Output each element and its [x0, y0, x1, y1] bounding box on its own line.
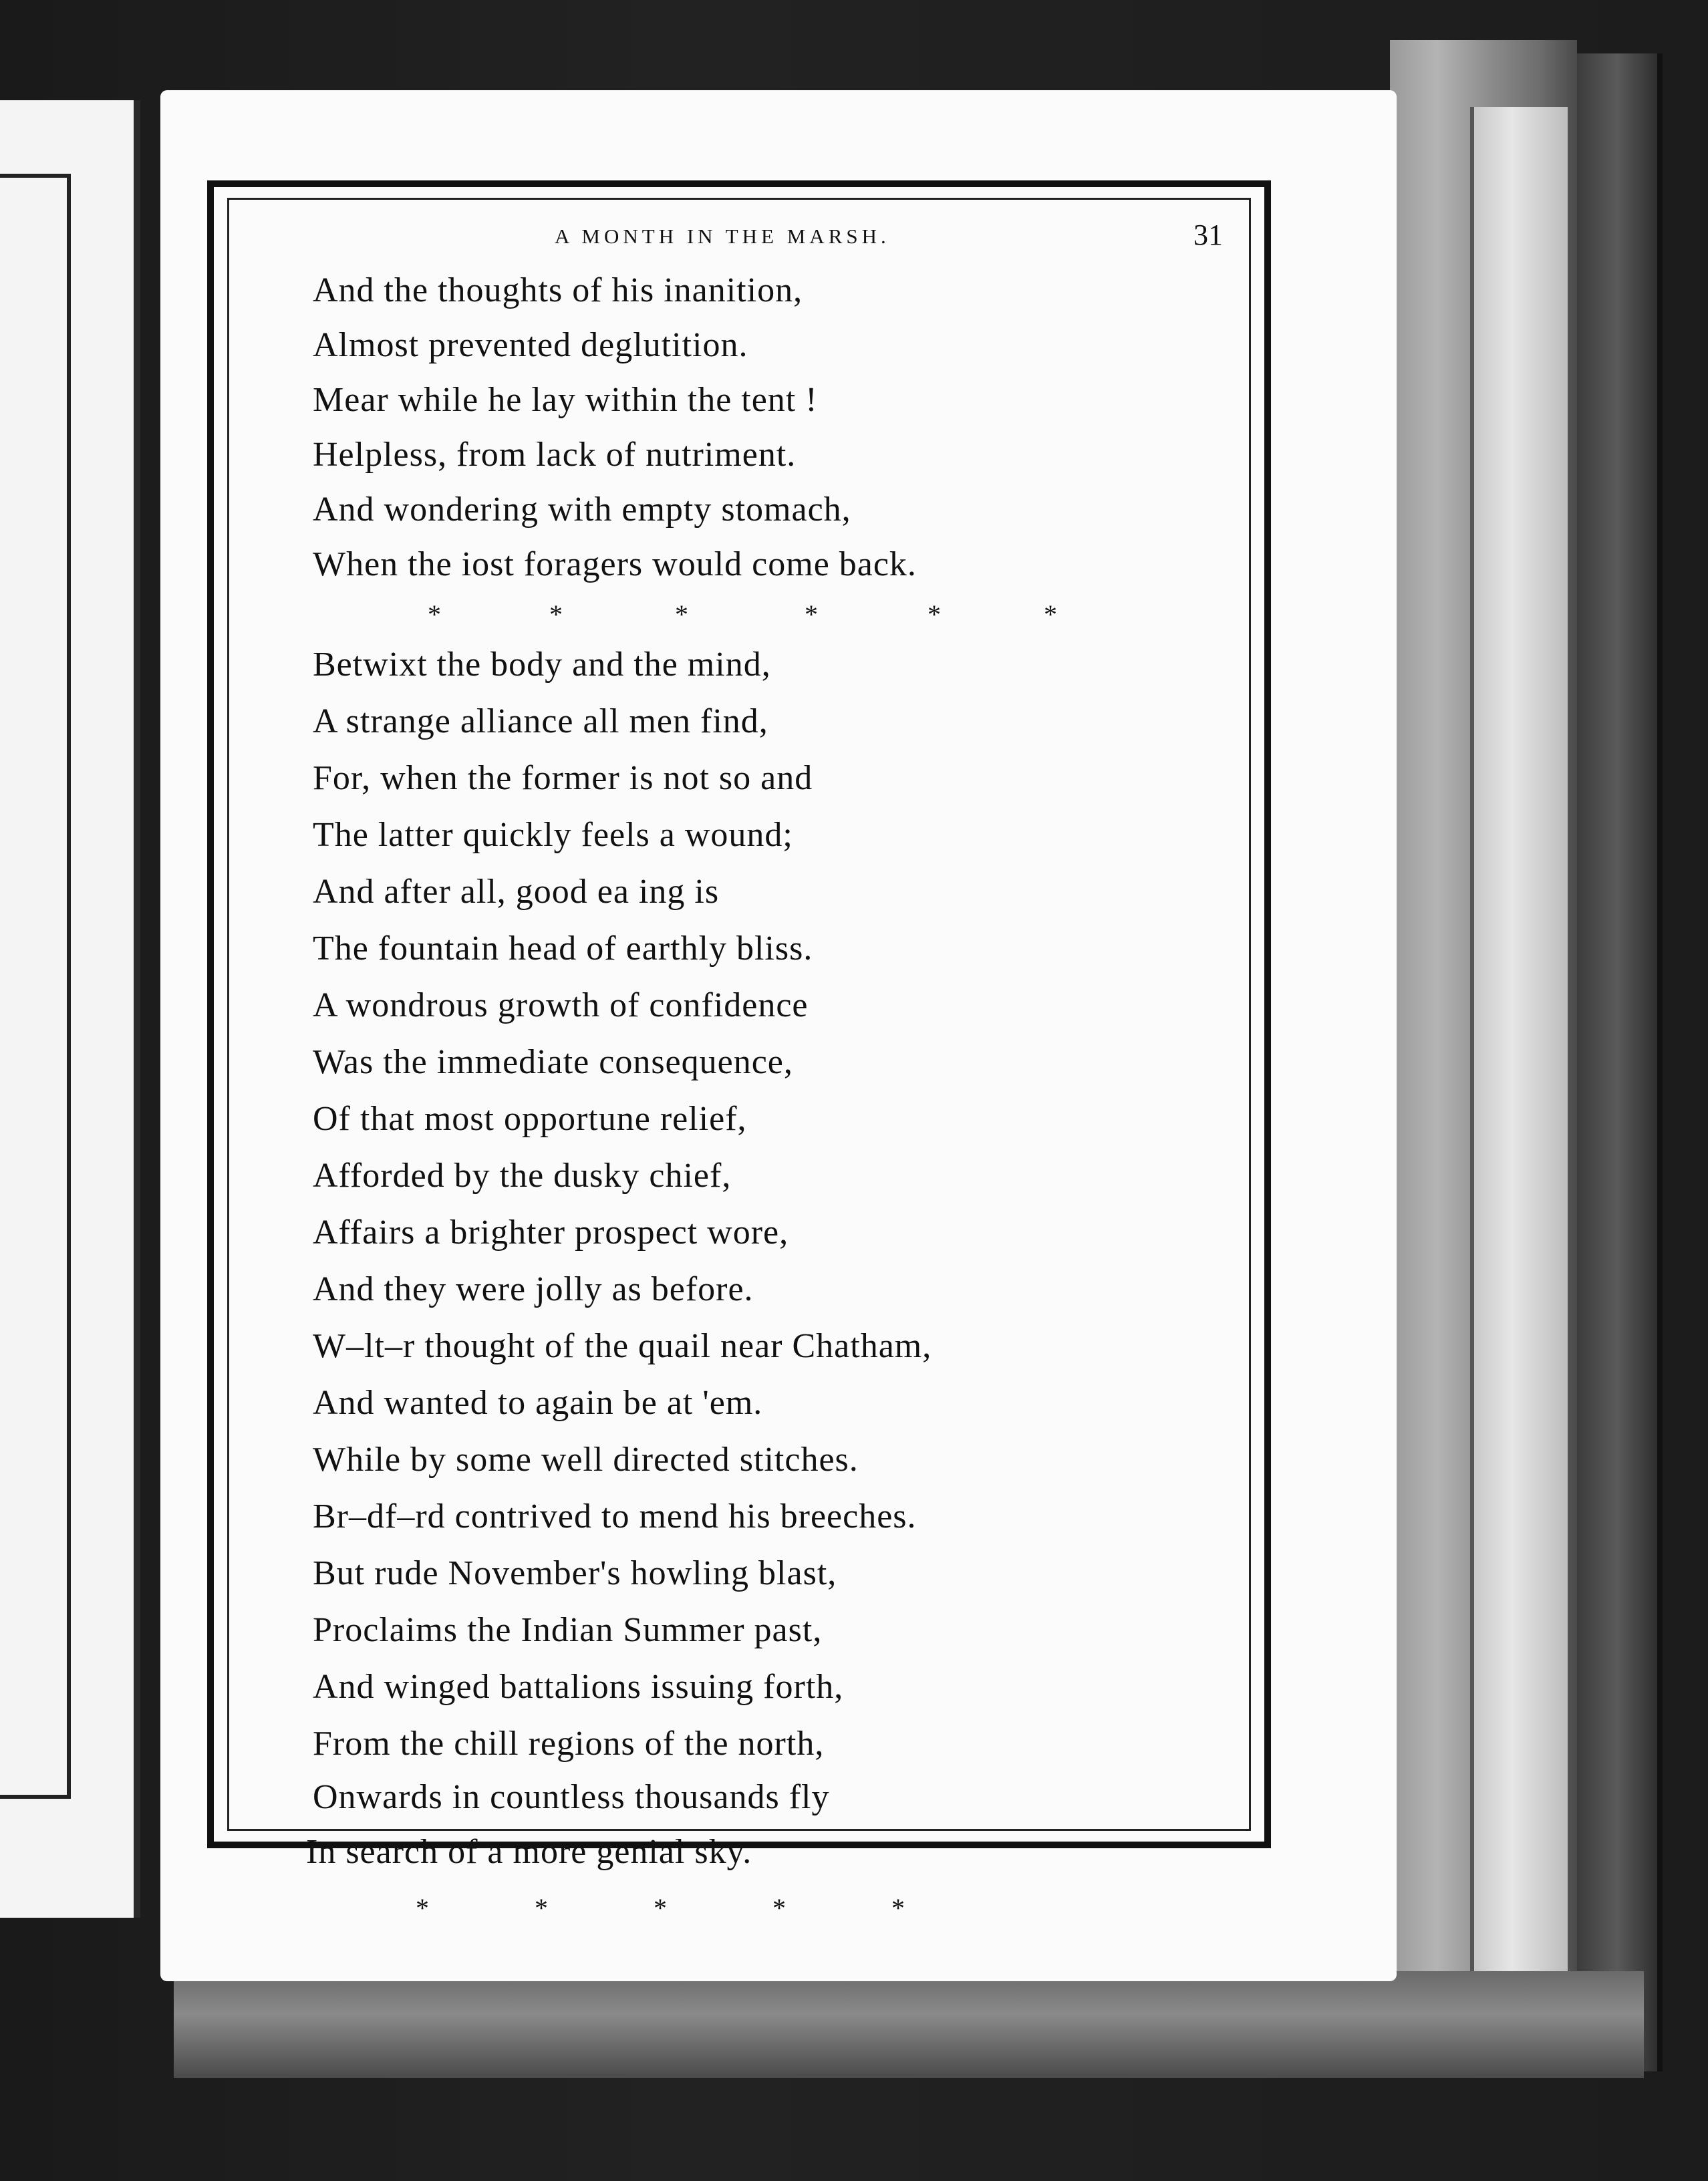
poem-line: When the iost foragers would come back. — [313, 545, 917, 583]
section-separator-star: * — [928, 599, 941, 629]
poem-line: And after all, good ea ing is — [313, 873, 720, 911]
poem-line: The fountain head of earthly bliss. — [313, 929, 813, 968]
book-page-stack — [1470, 107, 1568, 2018]
left-page-frame — [0, 174, 71, 1799]
section-separator-star: * — [1044, 599, 1057, 629]
poem-line: Affairs a brighter prospect wore, — [313, 1213, 789, 1252]
book-cover-edge — [1577, 53, 1663, 2071]
poem-line: Afforded by the dusky chief, — [313, 1157, 732, 1195]
poem-line: W–lt–r thought of the quail near Chatham, — [313, 1327, 932, 1365]
poem-line: Was the immediate consequence, — [313, 1043, 793, 1081]
poem-line: Br–df–rd contrived to mend his breeches. — [313, 1497, 917, 1536]
section-separator-star: * — [805, 599, 818, 629]
section-separator-star: * — [675, 599, 688, 629]
poem-line: Mear while he lay within the tent ! — [313, 381, 818, 419]
page-number: 31 — [1193, 219, 1223, 251]
poem-line: From the chill regions of the north, — [313, 1725, 825, 1763]
section-separator-star: * — [535, 1893, 548, 1923]
poem-line: A wondrous growth of confidence — [313, 986, 809, 1024]
poem-line: Of that most opportune relief, — [313, 1100, 747, 1138]
poem-line: Almost prevented deglutition. — [313, 326, 748, 364]
poem-line: And the thoughts of his inanition, — [313, 271, 803, 309]
running-head: A MONTH IN THE MARSH. — [555, 225, 890, 248]
poem-line: Betwixt the body and the mind, — [313, 645, 771, 684]
poem-line: In search of a more genial sky. — [306, 1833, 752, 1871]
poem-line: But rude November's howling blast, — [313, 1554, 837, 1592]
section-separator-star: * — [416, 1893, 429, 1923]
poem-line: And winged battalions issuing forth, — [313, 1668, 844, 1706]
poem-line: Helpless, from lack of nutriment. — [313, 436, 797, 474]
poem-line: Onwards in countless thousands fly — [313, 1778, 830, 1816]
poem-line: And wondering with empty stomach, — [313, 490, 851, 529]
section-separator-star: * — [654, 1893, 667, 1923]
poem-line: Proclaims the Indian Summer past, — [313, 1611, 823, 1649]
poem-line: And they were jolly as before. — [313, 1270, 754, 1308]
poem-line: And wanted to again be at 'em. — [313, 1384, 763, 1422]
poem-line: A strange alliance all men find, — [313, 702, 768, 740]
section-separator-star: * — [891, 1893, 905, 1923]
poem-line: For, when the former is not so and — [313, 759, 813, 797]
section-separator-star: * — [772, 1893, 786, 1923]
poem-line: The latter quickly feels a wound; — [313, 816, 793, 854]
poem-line: While by some well directed stitches. — [313, 1441, 859, 1479]
section-separator-star: * — [428, 599, 441, 629]
book-bottom-edge — [174, 1971, 1644, 2078]
section-separator-star: * — [549, 599, 563, 629]
